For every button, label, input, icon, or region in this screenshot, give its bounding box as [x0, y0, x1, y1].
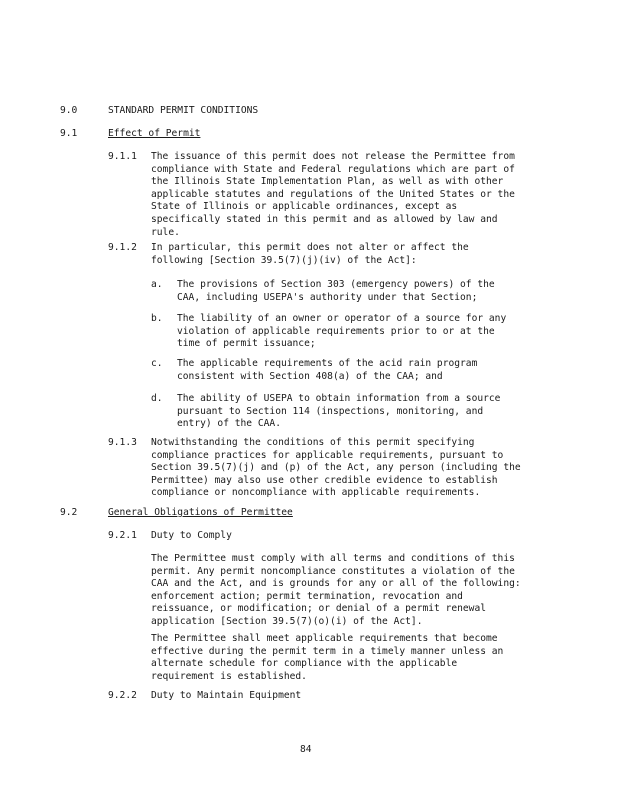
- clause-9-2-1-paragraph-1: [151, 553, 521, 629]
- text-line: The ability of USEPA to obtain information from a source: [177, 393, 501, 404]
- text-line: compliance practices for applicable requirements, pursuant to: [151, 449, 504, 461]
- section-number: 9.0: [60, 105, 78, 116]
- clause-9-2-1-title: Duty to Comply: [151, 530, 232, 541]
- clause-9-1-3-number: 9.1.3: [108, 437, 137, 448]
- clause-9-1-1-number: 9.1.1: [108, 151, 137, 162]
- list-item-letter-d: d.: [151, 393, 163, 404]
- text-line: consistent with Section 408(a) of the CAA; and: [177, 370, 443, 382]
- subsection-9-2-title: General Obligations of Permittee: [108, 507, 293, 518]
- text-line: pursuant to Section 114 (inspections, monitoring, and: [177, 405, 484, 417]
- clause-9-2-1-number: 9.2.1: [108, 530, 137, 541]
- clause-9-1-3-text: [151, 437, 521, 500]
- clause-9-2-2-title: Duty to Maintain Equipment: [151, 690, 302, 701]
- list-item-d-text: [177, 393, 500, 431]
- text-line: applicable statutes and regulations of the United States or the: [151, 188, 515, 200]
- list-item-letter-a: a.: [151, 279, 163, 290]
- clause-9-1-1-text: [151, 151, 515, 239]
- clause-9-2-1-paragraph-2: [151, 633, 503, 683]
- text-line: alternate schedule for compliance with the applicable: [151, 658, 458, 670]
- text-line: rule.: [151, 226, 180, 238]
- subsection-9-1-title: Effect of Permit: [108, 128, 201, 139]
- section-title: STANDARD PERMIT CONDITIONS: [108, 105, 259, 116]
- text-line: application [Section 39.5(7)(o)(i) of the Act].: [151, 615, 423, 627]
- list-item-letter-c: c.: [151, 358, 163, 369]
- text-line: the Illinois State Implementation Plan, as well as with other: [151, 176, 504, 188]
- clause-9-1-2-text: [151, 242, 469, 267]
- text-line: The Permittee shall meet applicable requirements that become: [151, 633, 498, 644]
- text-line: In particular, this permit does not alter or affect the: [151, 242, 469, 253]
- text-line: specifically stated in this permit and as allowed by law and: [151, 213, 498, 225]
- list-item-letter-b: b.: [151, 313, 163, 324]
- list-item-c-text: [177, 358, 477, 383]
- text-line: compliance or noncompliance with applicable requirements.: [151, 487, 481, 499]
- text-line: enforcement action; permit termination, revocation and: [151, 590, 463, 602]
- clause-9-2-2-number: 9.2.2: [108, 690, 137, 701]
- text-line: permit. Any permit noncompliance constitutes a violation of the: [151, 565, 515, 577]
- text-line: violation of applicable requirements prior to or at the: [177, 325, 495, 337]
- text-line: entry) of the CAA.: [177, 418, 281, 430]
- text-line: The liability of an owner or operator of a source for any: [177, 313, 507, 324]
- list-item-b-text: [177, 313, 506, 351]
- list-item-a-text: [177, 279, 495, 304]
- text-line: time of permit issuance;: [177, 338, 316, 350]
- text-line: The Permittee must comply with all terms and conditions of this: [151, 553, 515, 564]
- text-line: effective during the permit term in a timely manner unless an: [151, 645, 504, 657]
- text-line: CAA and the Act, and is grounds for any or all of the following:: [151, 578, 521, 590]
- text-line: The provisions of Section 303 (emergency powers) of the: [177, 279, 495, 290]
- text-line: following [Section 39.5(7)(j)(iv) of the Act]:: [151, 254, 417, 266]
- subsection-9-1-number: 9.1: [60, 128, 78, 139]
- page-number: 84: [300, 744, 312, 755]
- text-line: Notwithstanding the conditions of this permit specifying: [151, 437, 475, 448]
- text-line: compliance with State and Federal regulations which are part of: [151, 163, 515, 175]
- text-line: requirement is established.: [151, 670, 307, 682]
- text-line: State of Illinois or applicable ordinances, except as: [151, 201, 458, 213]
- text-line: Section 39.5(7)(j) and (p) of the Act, any person (including the: [151, 462, 521, 474]
- clause-9-1-2-number: 9.1.2: [108, 242, 137, 253]
- text-line: CAA, including USEPA's authority under that Section;: [177, 291, 478, 303]
- subsection-9-2-number: 9.2: [60, 507, 78, 518]
- text-line: The applicable requirements of the acid rain program: [177, 358, 478, 369]
- text-line: Permittee) may also use other credible evidence to establish: [151, 474, 498, 486]
- text-line: reissuance, or modification; or denial of a permit renewal: [151, 603, 487, 615]
- text-line: The issuance of this permit does not release the Permittee from: [151, 151, 515, 162]
